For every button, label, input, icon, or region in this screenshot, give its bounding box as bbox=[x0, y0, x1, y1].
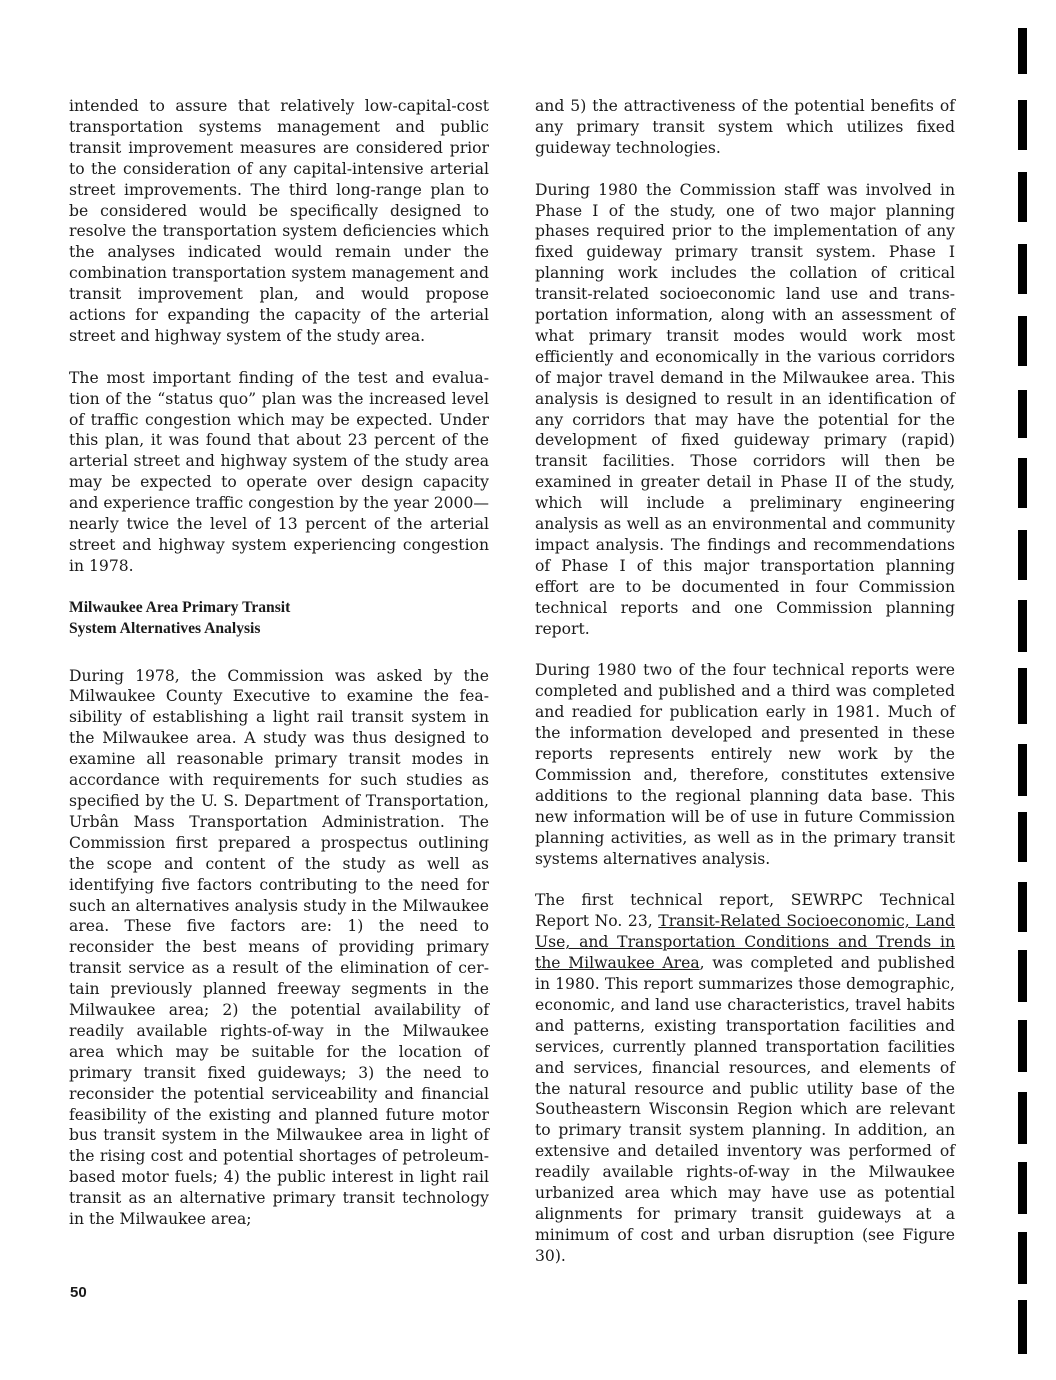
scan-mark bbox=[1018, 458, 1027, 508]
scan-mark bbox=[1018, 1092, 1027, 1144]
scan-mark bbox=[1018, 390, 1027, 438]
paragraph-technical-reports: During 1980 two of the four technical reports were completed and published and a third was completed and readied for publication early in 1981. Much of the information developed and presented in these reports represents entirely new work by the Commission and, therefore, constitutes extensive additions to the regional planning data base. This new information will be of use in future Commission planning activities, as well as in the primary transit systems alternatives analysis. bbox=[535, 661, 955, 868]
section-heading-line-1: Milwaukee Area Primary Transit bbox=[69, 598, 291, 616]
scan-mark bbox=[1018, 172, 1027, 222]
scan-mark bbox=[1018, 28, 1027, 74]
paragraph-phase-one: During 1980 the Commission staff was involved in Phase I of the study, one of two major planning phases required prior to the implementation of any fixed guideway primary transit system. Phase I planning work includes the collation of critical transit-related socioeconomic land use and transportation information, along with an assessment of what primary transit modes would work most efficiently and economically in the various corridors of major travel demand in the Milwaukee area. This analysis is designed to result in an identification of any corridors that may have the potential for the development of fixed guideway primary (rapid) transit facilities. Those corridors will then be examined in greater detail in Phase II of the study, which will include a preliminary engineering analysis as well as an environmental and community impact analysis. The findings and recommendations of Phase I of this major transportation planning effort are to be documented in four Commission technical reports and one Commission planning report. bbox=[535, 180, 955, 638]
paragraph-long-range-plans: intended to assure that relatively low-capital-cost transportation systems management and public transit improvement measures are considered prior to the consideration of any capital-intensive arterial street improvements. The third long-range plan to be considered would be specifically designed to resolve the transportation system deficiencies which the analyses indicated would remain under the combination transportation system management and transit improvement plan, and would propose actions for expanding the capacity of the arterial street and highway system of the study area. bbox=[69, 97, 489, 345]
scan-mark bbox=[1018, 530, 1027, 580]
right-column bbox=[535, 96, 955, 1288]
paragraph-first-technical-report bbox=[535, 890, 955, 1266]
paragraph-study-background: During 1978, the Commission was asked by the Milwaukee County Executive to examine the feasibility of establishing a light rail transit system in the Milwaukee area. A study was thus designed to examine all reasonable primary transit modes in accordance with requirements for such studies as specified by the U. S. Department of Transportation, Urbân Mass Transportation Administration. The Commission first prepared a prospectus outlining the scope and content of the study as well as identifying five factors contributing to the need for such an alternatives analysis study in the Milwaukee area. These five factors are: 1) the need to reconsider the best means of providing primary transit service as a result of the elimination of certain previously planned freeway segments in the Milwaukee area; 2) the potential availability of readily available rights-of-way in the Milwaukee area which may be suitable for the location of primary transit fixed guideways; 3) the need to reconsider the potential serviceability and financial feasibility of the existing and planned future motor bus transit system in the Milwaukee area in light of the rising cost and potential shortages of petroleum-based motor fuels; 4) the public interest in light rail transit as an alternative primary transit technology in the Milwaukee area; bbox=[69, 666, 489, 1229]
report-intro-text: The first technical report, SEWRPC Technical Report No. 23, bbox=[535, 891, 955, 931]
section-heading bbox=[69, 598, 489, 640]
scan-mark bbox=[1018, 668, 1027, 724]
scan-mark bbox=[1018, 882, 1027, 932]
scan-mark bbox=[1018, 244, 1027, 294]
scan-mark bbox=[1018, 1162, 1027, 1214]
report-title: Transit-Related Socioeconomic, Land Use, and Transportation Conditions and Trends in the Milwaukee Area bbox=[535, 912, 955, 973]
scan-mark bbox=[1018, 1232, 1027, 1284]
scan-mark bbox=[1018, 744, 1027, 796]
scan-margin-marks bbox=[1018, 0, 1048, 1380]
scan-mark bbox=[1018, 600, 1027, 652]
scan-mark bbox=[1018, 812, 1027, 862]
paragraph-factor-five: and 5) the attractiveness of the potential benefits of any primary transit system which utilizes fixed guideway technologies. bbox=[535, 97, 955, 157]
scan-mark bbox=[1018, 100, 1027, 150]
scan-mark bbox=[1018, 1300, 1027, 1354]
report-description-text: , was completed and published in 1980. This report summarizes those demographic, economic, and land use characteristics, travel habits and patterns, existing transportation facilities and services, currently planned transportation facilities and services, financial resources, and elements of the natural resource and public utility base of the Southeastern Wisconsin Region which are relevant to primary transit system planning. In addition, an extensive and detailed inventory was performed of readily available rights-of-way in the Milwaukee urbanized area which may have use as potential alignments for primary transit guideways at a minimum of cost and urban disruption (see Figure 30). bbox=[535, 954, 955, 1265]
scan-mark bbox=[1018, 950, 1027, 1002]
scan-mark bbox=[1018, 1020, 1027, 1072]
paragraph-status-quo-finding: The most important finding of the test and evaluation of the “status quo” plan was the increased level of traffic congestion which may be expected. Under this plan, it was found that about 23 percent of the arterial street and highway system of the study area may be expected to operate over design capacity and experience traffic congestion by the year 2000—nearly twice the level of 13 percent of the arterial street and highway system experiencing congestion in 1978. bbox=[69, 368, 489, 575]
section-heading-line-2: System Alternatives Analysis bbox=[69, 619, 261, 637]
page-number: 50 bbox=[70, 1284, 87, 1301]
left-column bbox=[69, 96, 489, 1251]
scan-mark bbox=[1018, 316, 1027, 366]
